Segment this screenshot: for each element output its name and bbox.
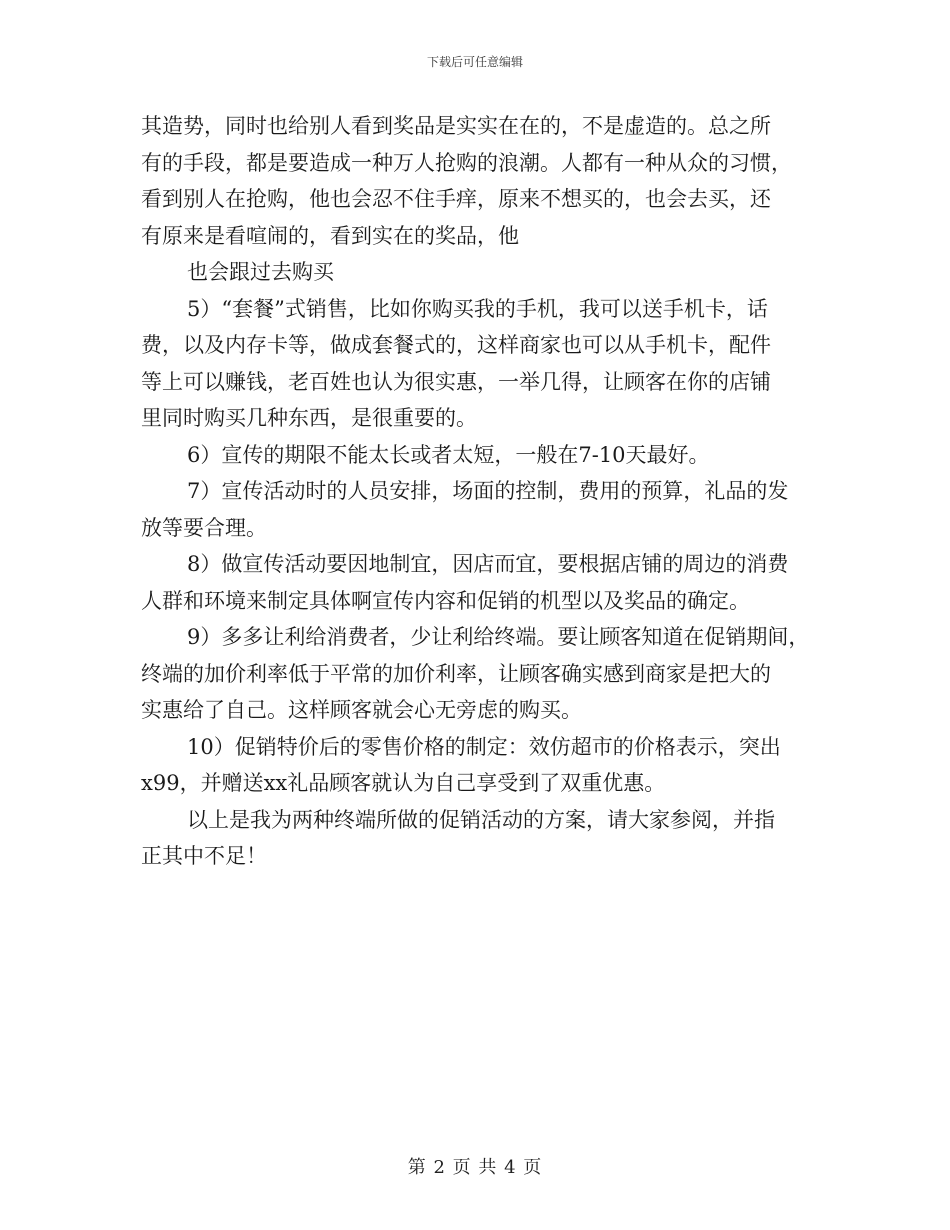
body-line: 里同时购买几种东西，是很重要的。 bbox=[141, 406, 477, 430]
body-line: 终端的加价利率低于平常的加价利率，让顾客确实感到商家是把大的 bbox=[141, 661, 771, 686]
document-body bbox=[141, 108, 831, 875]
body-line: 8）做宣传活动要因地制宜，因店而宜，要根据店铺的周边的消费 bbox=[187, 552, 789, 576]
body-line: 其造势，同时也给别人看到奖品是实实在在的，不是虚造的。总之所 bbox=[141, 114, 771, 138]
body-line: 放等要合理。 bbox=[141, 515, 267, 540]
page-footer: 第 2 页 共 4 页 bbox=[407, 1157, 543, 1178]
body-line: 有的手段，都是要造成一种万人抢购的浪潮。人都有一种从众的习惯， bbox=[141, 150, 792, 175]
body-line: 有原来是看喧闹的，看到实在的奖品，他 bbox=[141, 223, 519, 248]
body-line: 9）多多让利给消费者，少让利给终端。要让顾客知道在促销期间， bbox=[187, 625, 810, 649]
page-header: 下载后可任意编辑 bbox=[426, 55, 523, 69]
body-line: 5）“套餐”式销售，比如你购买我的手机，我可以送手机卡，话 bbox=[187, 296, 768, 321]
body-line: 以上是我为两种终端所做的促销活动的方案，请大家参阅，并指 bbox=[187, 807, 775, 832]
body-line: 6）宣传的期限不能太长或者太短，一般在7-10天最好。 bbox=[187, 442, 710, 467]
body-line: x99，并赠送xx礼品顾客就认为自己享受到了双重优惠。 bbox=[141, 771, 666, 795]
body-line: 等上可以赚钱，老百姓也认为很实惠，一举几得，让顾客在你的店铺 bbox=[141, 369, 771, 394]
body-line: 7）宣传活动时的人员安排，场面的控制，费用的预算，礼品的发 bbox=[187, 479, 789, 503]
body-line: 10）促销特价后的零售价格的制定：效仿超市的价格表示，突出 bbox=[187, 734, 781, 759]
body-line: 看到别人在抢购，他也会忍不住手痒，原来不想买的，也会去买，还 bbox=[141, 187, 771, 211]
body-line: 实惠给了自己。这样顾客就会心无旁虑的购买。 bbox=[141, 698, 582, 722]
body-line: 正其中不足！ bbox=[141, 844, 267, 868]
body-line: 也会跟过去购买 bbox=[187, 260, 334, 284]
body-line: 费，以及内存卡等，做成套餐式的，这样商家也可以从手机卡，配件 bbox=[141, 333, 771, 357]
body-line: 人群和环境来制定具体啊宣传内容和促销的机型以及奖品的确定。 bbox=[141, 588, 750, 613]
